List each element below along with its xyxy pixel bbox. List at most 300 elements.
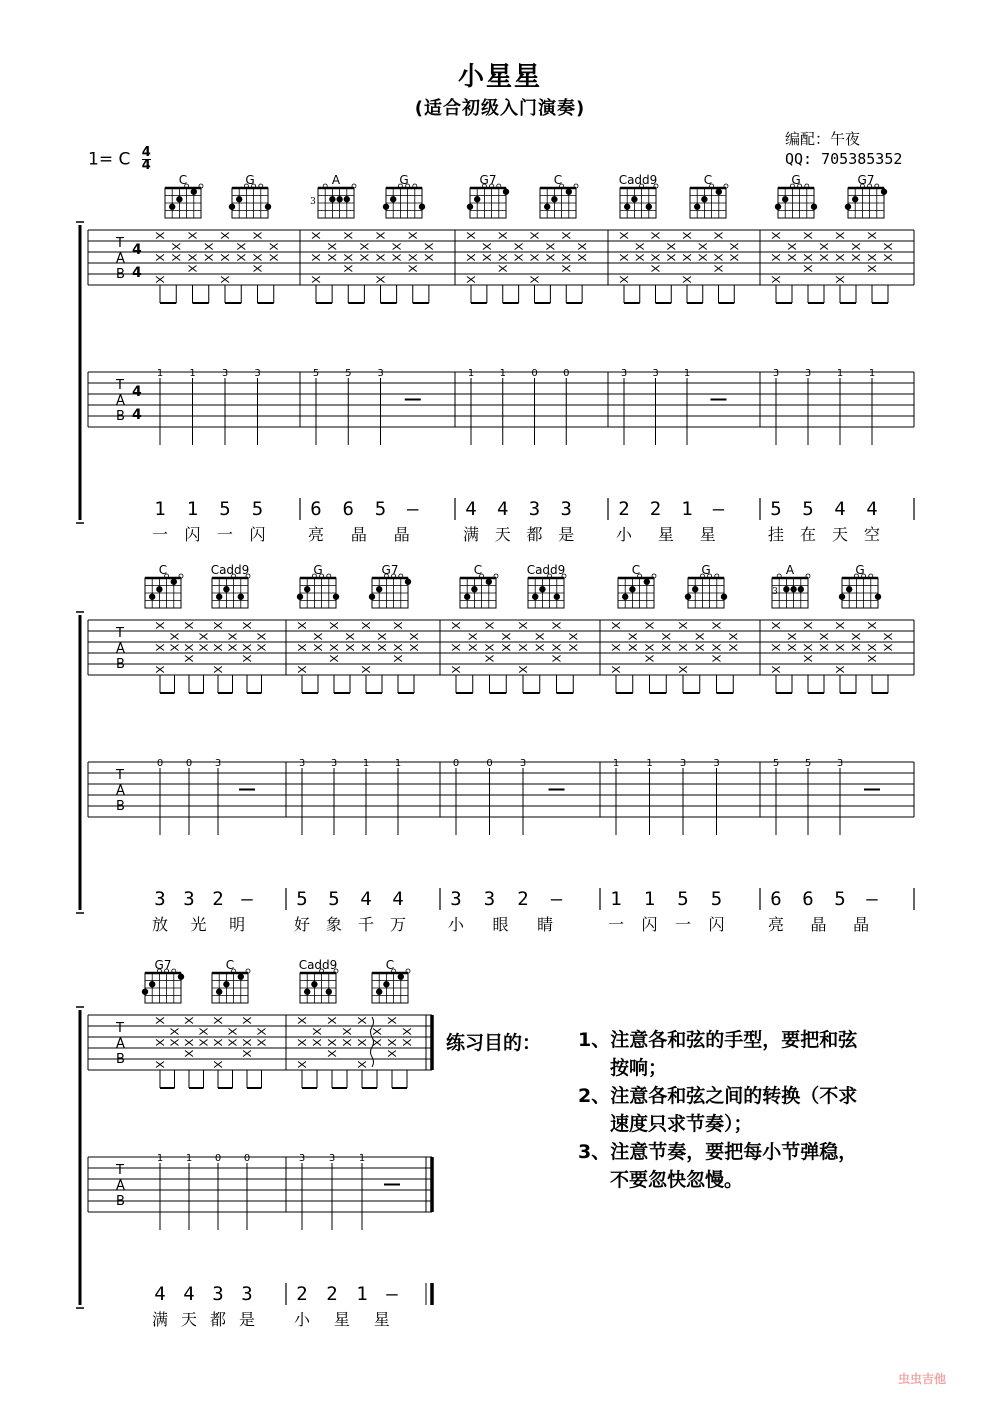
tab-letter-b: B — [116, 1052, 125, 1067]
strum-cross — [243, 1040, 251, 1046]
qq-contact: QQ: 705385352 — [785, 150, 903, 168]
strum-cross — [820, 244, 828, 250]
finger-dot — [376, 586, 382, 592]
chord-diagram — [297, 563, 339, 608]
lyric-char: 睛 — [537, 915, 554, 934]
strum-cross — [200, 634, 208, 640]
lyric-char: 星 — [699, 525, 716, 544]
strum-cross — [578, 255, 586, 261]
jianpu-note: 3 — [528, 498, 541, 520]
melody-fret-number: 1 — [185, 1153, 193, 1164]
strum-cross — [362, 667, 370, 673]
lyric-char: 天 — [494, 525, 511, 544]
chord-name: A — [331, 173, 341, 187]
strum-cross — [362, 645, 370, 651]
strum-cross — [394, 623, 402, 629]
jianpu-note: 4 — [834, 498, 846, 520]
finger-dot — [701, 196, 707, 202]
strum-cross — [662, 645, 670, 651]
strum-cross — [394, 645, 402, 651]
chord-diagram — [618, 563, 656, 608]
finger-dot — [236, 196, 242, 202]
finger-dot — [229, 204, 235, 210]
melody-fret-number: 1 — [683, 368, 691, 379]
rhythm-staff — [88, 1015, 432, 1088]
strum-cross — [636, 244, 644, 250]
chord-diagram — [299, 958, 338, 1003]
melody-fret-number: 1 — [362, 758, 370, 769]
finger-dot — [644, 579, 650, 585]
practice-line-2: 按响； — [610, 1057, 668, 1079]
finger-dot — [811, 204, 817, 210]
melody-fret-number: 3 — [330, 758, 338, 769]
strum-cross — [699, 255, 707, 261]
melody-fret-number: 1 — [394, 758, 402, 769]
strum-cross — [553, 656, 561, 662]
strum-cross — [243, 645, 251, 651]
strum-cross — [258, 1040, 266, 1046]
strum-cross — [254, 255, 262, 261]
chord-name: C — [178, 173, 188, 187]
strum-cross — [852, 244, 860, 250]
strum-cross — [868, 645, 876, 651]
arranger-credit: 编配：午夜 — [785, 130, 861, 148]
melody-fret-number: 3 — [328, 1153, 336, 1164]
strum-cross — [358, 1062, 366, 1068]
jianpu-note: — — [712, 498, 725, 520]
strum-cross — [185, 645, 193, 651]
strum-cross — [312, 233, 320, 239]
melody-staff — [88, 368, 914, 445]
strum-cross — [156, 1062, 164, 1068]
finger-dot — [336, 196, 342, 202]
strum-cross — [254, 266, 262, 272]
strum-cross — [836, 645, 844, 651]
jianpu-note: 4 — [497, 498, 509, 520]
strum-cross — [804, 656, 812, 662]
finger-dot — [216, 594, 222, 600]
melody-fret-number: 1 — [868, 368, 876, 379]
strum-cross — [820, 255, 828, 261]
strum-cross — [313, 1040, 321, 1046]
strum-cross — [546, 255, 554, 261]
strum-cross — [483, 244, 491, 250]
strum-cross — [258, 645, 266, 651]
jianpu-note: 3 — [560, 498, 572, 520]
strum-cross — [393, 244, 401, 250]
strum-cross — [868, 233, 876, 239]
jianpu-note: 5 — [374, 498, 387, 520]
finger-dot — [304, 586, 310, 592]
strum-cross — [346, 634, 354, 640]
lyric-char: 晶 — [853, 915, 870, 934]
lyric-char: 亮 — [767, 915, 785, 934]
strum-cross — [388, 1051, 396, 1057]
melody-fret-number: 0 — [531, 368, 538, 379]
chord-name: G — [855, 563, 865, 577]
strum-cross — [730, 244, 738, 250]
melody-fret-number: 3 — [679, 758, 687, 769]
strum-cross — [243, 656, 251, 662]
strum-cross — [313, 1029, 321, 1035]
strum-cross — [772, 255, 780, 261]
chord-name: A — [785, 563, 795, 577]
tab-letter-a: A — [116, 393, 125, 409]
strum-cross — [788, 645, 796, 651]
melody-fret-number: 1 — [612, 758, 620, 769]
chord-diagram — [775, 173, 817, 218]
finger-dot — [142, 989, 148, 995]
tab-letter-b: B — [116, 409, 125, 424]
strum-cross — [409, 233, 417, 239]
finger-dot — [223, 981, 229, 987]
lyric-char: 天 — [831, 525, 849, 544]
chord-diagram — [845, 173, 887, 218]
finger-dot — [311, 981, 317, 987]
strum-cross — [373, 1029, 381, 1035]
strum-cross — [546, 244, 554, 250]
finger-dot — [390, 196, 396, 202]
melody-fret-number: 5 — [312, 368, 320, 379]
jianpu-note: 6 — [802, 888, 814, 910]
finger-dot — [716, 189, 722, 195]
finger-dot — [629, 586, 635, 592]
strum-cross — [569, 645, 577, 651]
strum-cross — [343, 1029, 351, 1035]
melody-fret-number: 3 — [214, 758, 222, 769]
chord-name: G — [701, 563, 711, 577]
strum-cross — [629, 645, 637, 651]
strum-cross — [515, 255, 523, 261]
melody-staff — [88, 758, 914, 835]
chord-diagram — [839, 563, 881, 608]
melody-fret-number: 3 — [652, 368, 659, 379]
chord-name: G7 — [857, 173, 875, 187]
lyric-char: 都 — [209, 1310, 227, 1329]
strum-cross — [358, 1018, 366, 1024]
lyric-char: 闪 — [184, 525, 201, 544]
melody-fret-number: 0 — [452, 758, 460, 769]
chord-diagram — [467, 173, 509, 218]
finger-dot — [383, 981, 389, 987]
finger-dot — [622, 594, 628, 600]
jianpu-note: 3 — [183, 888, 195, 910]
tab-letter-t: T — [116, 236, 124, 252]
strum-cross — [713, 645, 721, 651]
lyric-char: 小 — [615, 525, 633, 544]
strum-cross — [377, 255, 385, 261]
strum-cross — [696, 645, 704, 651]
finger-dot — [532, 594, 538, 600]
finger-dot — [852, 196, 858, 202]
chord-diagram — [211, 563, 250, 608]
strum-cross — [156, 667, 164, 673]
jianpu-note: 4 — [465, 498, 477, 520]
finger-dot — [474, 196, 480, 202]
key-label: 1= C — [88, 149, 131, 170]
finger-dot — [775, 204, 781, 210]
lyric-char: 亮 — [307, 525, 325, 544]
lyric-char: 眼 — [492, 915, 509, 934]
chord-name: Cadd9 — [526, 563, 566, 577]
strum-cross — [683, 233, 691, 239]
strum-cross — [469, 645, 477, 651]
strum-cross — [820, 634, 828, 640]
melody-fret-number: 3 — [519, 758, 527, 769]
strum-cross — [214, 645, 222, 651]
chord-diagram — [619, 173, 658, 218]
finger-dot — [333, 594, 339, 600]
strum-cross — [536, 645, 544, 651]
time-signature-top: 4 — [141, 145, 151, 160]
chord-name: C — [385, 958, 395, 972]
strum-cross — [344, 233, 352, 239]
strum-cross — [156, 233, 164, 239]
melody-fret-number: 0 — [214, 1153, 222, 1164]
strum-cross — [667, 255, 675, 261]
strum-cross — [788, 634, 796, 640]
chord-diagram — [690, 173, 728, 218]
chord-name: C — [225, 958, 235, 972]
strum-cross — [852, 634, 860, 640]
lyric-char: 千 — [357, 915, 375, 934]
strum-cross — [229, 634, 237, 640]
strum-cross — [499, 255, 507, 261]
strum-cross — [699, 244, 707, 250]
strum-cross — [388, 1018, 396, 1024]
strum-cross — [229, 1029, 237, 1035]
strum-cross — [578, 244, 586, 250]
finger-dot — [539, 586, 545, 592]
strum-cross — [662, 634, 670, 640]
finger-dot — [551, 196, 557, 202]
strum-cross — [243, 1018, 251, 1024]
strum-cross — [185, 1040, 193, 1046]
song-title: 小星星 — [457, 62, 542, 92]
strum-cross — [298, 667, 306, 673]
jianpu-note: 5 — [770, 498, 782, 520]
melody-fret-number: 0 — [563, 368, 570, 379]
finger-dot — [881, 189, 887, 195]
strum-cross — [171, 1029, 179, 1035]
strum-cross — [868, 623, 876, 629]
practice-line-3: 2、注意各和弦之间的转换（不求 — [578, 1085, 858, 1107]
finger-dot — [467, 204, 473, 210]
finger-dot — [839, 594, 845, 600]
strum-cross — [646, 645, 654, 651]
strum-cross — [486, 656, 494, 662]
chord-name: C — [158, 563, 168, 577]
lyric-char: 一 — [216, 525, 234, 544]
finger-dot — [265, 204, 271, 210]
finger-dot — [176, 196, 182, 202]
strum-cross — [358, 1040, 366, 1046]
finger-dot — [405, 579, 411, 585]
jianpu-note: 5 — [834, 888, 846, 910]
lyric-char: 一 — [674, 915, 692, 934]
lyric-char: 星 — [373, 1310, 390, 1329]
finger-dot — [419, 204, 425, 210]
finger-dot — [297, 594, 303, 600]
jianpu-note: 1 — [610, 888, 622, 910]
lyric-char: 闪 — [249, 525, 266, 544]
jianpu-note: 2 — [517, 888, 529, 910]
strum-cross — [652, 255, 660, 261]
strum-cross — [683, 255, 691, 261]
strum-cross — [804, 623, 812, 629]
chord-diagram — [142, 958, 184, 1003]
jianpu-note: — — [386, 1283, 398, 1305]
finger-dot — [503, 189, 509, 195]
strum-cross — [772, 623, 780, 629]
strum-cross — [884, 244, 892, 250]
lyric-char: 放 — [151, 915, 169, 934]
strum-cross — [452, 667, 460, 673]
lyric-char: 星 — [657, 525, 674, 544]
jianpu-note: 4 — [392, 888, 404, 910]
jianpu-note: 5 — [802, 498, 814, 520]
strum-cross — [229, 645, 237, 651]
jianpu-note: 4 — [154, 1283, 166, 1305]
strum-cross — [502, 645, 510, 651]
strum-cross — [679, 667, 687, 673]
chord-name: G — [245, 173, 255, 187]
chord-diagram — [540, 173, 578, 218]
jianpu-note: 4 — [866, 498, 878, 520]
finger-dot — [376, 989, 382, 995]
strum-cross — [156, 1018, 164, 1024]
finger-dot — [178, 974, 184, 980]
practice-line-5: 3、注意节奏，要把每小节弹稳， — [578, 1141, 858, 1163]
strum-cross — [469, 634, 477, 640]
jianpu-note: — — [550, 888, 563, 910]
strum-cross — [667, 244, 675, 250]
strum-cross — [486, 645, 494, 651]
chord-diagram — [369, 563, 411, 608]
strum-cross — [788, 255, 796, 261]
melody-fret-number: 1 — [358, 1153, 366, 1164]
strum-cross — [620, 233, 628, 239]
strum-cross — [343, 1040, 351, 1046]
strum-cross — [171, 1040, 179, 1046]
strum-cross — [499, 266, 507, 272]
strum-cross — [612, 623, 620, 629]
finger-dot — [149, 981, 155, 987]
melody-fret-number: 3 — [836, 758, 844, 769]
finger-dot — [846, 586, 852, 592]
finger-dot — [721, 594, 727, 600]
jianpu-note: — — [866, 888, 878, 910]
strum-cross — [836, 667, 844, 673]
jianpu-note: 1 — [643, 888, 656, 910]
strum-cross — [772, 645, 780, 651]
chord-diagram — [145, 563, 183, 608]
finger-dot — [471, 586, 477, 592]
strum-cross — [531, 255, 539, 261]
strum-cross — [868, 266, 876, 272]
strum-cross — [788, 244, 796, 250]
jianpu-note: 6 — [770, 888, 782, 910]
strum-cross — [205, 244, 213, 250]
lyric-char: 明 — [229, 915, 246, 934]
strum-cross — [772, 667, 780, 673]
lyric-char: 天 — [180, 1310, 198, 1329]
finger-dot — [646, 204, 652, 210]
lyric-char: 闪 — [641, 915, 658, 934]
lyric-char: 星 — [333, 1310, 350, 1329]
strum-cross — [562, 266, 570, 272]
melody-fret-number: 3 — [804, 368, 812, 379]
tab-letter-b: B — [116, 267, 125, 282]
melody-fret-number: 3 — [713, 758, 720, 769]
strum-cross — [519, 667, 527, 673]
jianpu-note: 2 — [326, 1283, 338, 1305]
strum-cross — [715, 255, 723, 261]
chord-diagram — [372, 958, 410, 1003]
strum-cross — [314, 634, 322, 640]
strum-cross — [562, 233, 570, 239]
strum-cross — [425, 244, 433, 250]
strum-cross — [258, 634, 266, 640]
strum-cross — [620, 277, 628, 283]
melody-fret-number: 1 — [467, 368, 475, 379]
strum-cross — [214, 1018, 222, 1024]
strum-cross — [156, 623, 164, 629]
jianpu-note: 2 — [212, 888, 224, 910]
jianpu-note: 3 — [450, 888, 462, 910]
strum-cross — [237, 244, 245, 250]
rhythm-staff — [88, 230, 914, 303]
strum-cross — [172, 255, 180, 261]
lyric-char: 满 — [462, 525, 480, 544]
finger-dot — [238, 974, 244, 980]
finger-dot — [692, 586, 698, 592]
strum-cross — [403, 1040, 411, 1046]
lyric-char: 光 — [190, 915, 207, 934]
strum-cross — [409, 266, 417, 272]
chord-name: G7 — [479, 173, 497, 187]
strum-cross — [884, 634, 892, 640]
jianpu-note: 1 — [681, 498, 693, 520]
strum-cross — [200, 645, 208, 651]
strum-cross — [452, 645, 460, 651]
jianpu-note: — — [407, 498, 419, 520]
strum-cross — [254, 233, 262, 239]
finger-dot — [782, 196, 788, 202]
strum-cross — [612, 645, 620, 651]
strum-cross — [772, 277, 780, 283]
jianpu-note: 4 — [183, 1283, 195, 1305]
strum-cross — [328, 244, 336, 250]
chord-diagram — [383, 173, 425, 218]
lyric-char: 一 — [607, 915, 625, 934]
chord-diagram — [212, 958, 250, 1003]
lyric-char: 空 — [863, 525, 881, 544]
jianpu-note: 5 — [219, 498, 231, 520]
strum-cross — [562, 255, 570, 261]
strum-cross — [652, 266, 660, 272]
strum-cross — [536, 634, 544, 640]
melody-fret-number: 3 — [377, 368, 384, 379]
melody-fret-number: 1 — [646, 758, 653, 769]
strum-cross — [270, 244, 278, 250]
chord-name: G7 — [154, 958, 172, 972]
strum-cross — [636, 255, 644, 261]
finger-dot — [875, 594, 881, 600]
chord-diagram — [685, 563, 727, 608]
strum-cross — [499, 233, 507, 239]
melody-fret-number: 1 — [189, 368, 196, 379]
